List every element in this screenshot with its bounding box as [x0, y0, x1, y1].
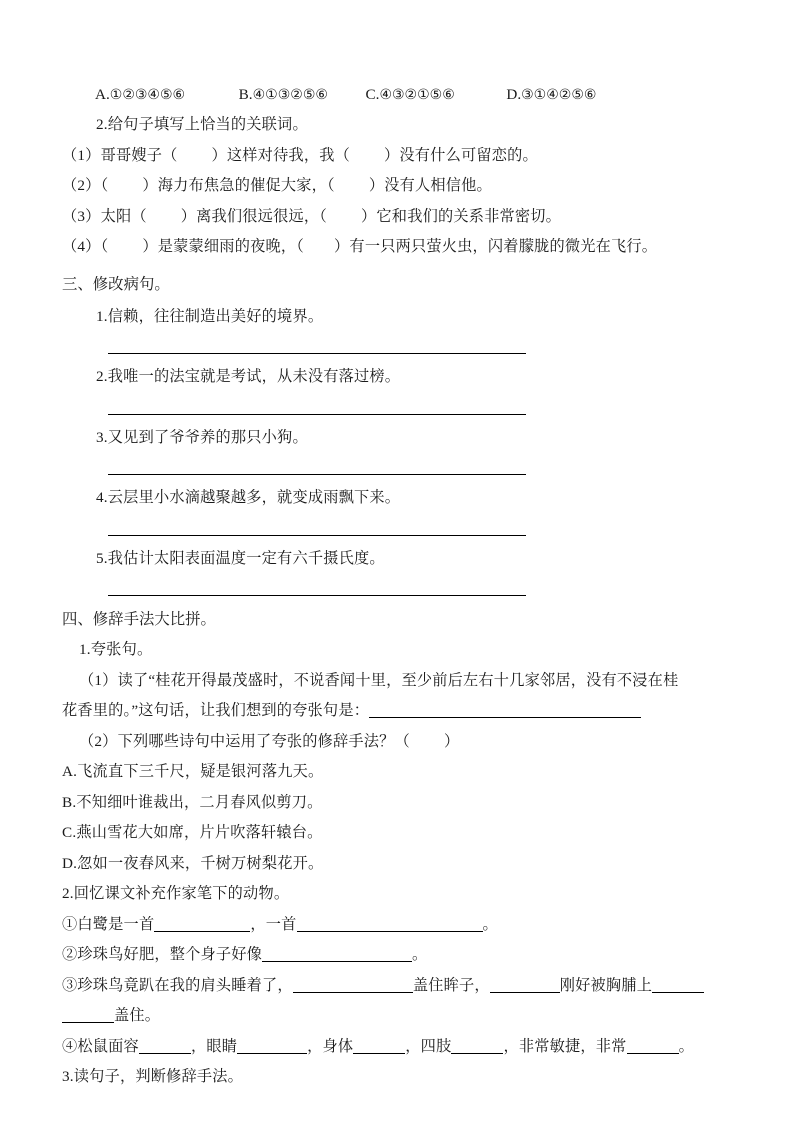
section4-q2-item-4-blank-4[interactable]	[451, 1038, 503, 1054]
q2-item-3	[62, 202, 735, 233]
q1-choices-row	[62, 80, 735, 110]
section3-answer-line-4[interactable]	[62, 514, 735, 544]
section4-q2-item-4-text-e: ，非常敏捷，非常	[503, 1037, 627, 1055]
q1-option-c-label: C.	[365, 86, 380, 103]
section3-item-3: 3.又见到了爷爷养的那只小狗。	[96, 428, 308, 446]
section4-q2-item-4-text-d: ，四肢	[405, 1037, 452, 1055]
q1-option-d-label: D.	[506, 86, 522, 103]
q1-option-d[interactable]	[506, 80, 596, 110]
section4-q2-item-4-blank-5[interactable]	[627, 1038, 679, 1054]
section4-q1-2-stem	[62, 727, 735, 758]
section4-q2-item-3-blank-3[interactable]	[652, 977, 704, 993]
q2-item-4-number: （4）	[62, 238, 101, 255]
q1-option-c-sequence: ④③②①⑤⑥	[379, 87, 455, 103]
q2-item-1	[62, 141, 735, 172]
section4-q2-item-4-text-f: 。	[678, 1037, 694, 1055]
section4-q2-item-3-blank-2[interactable]	[490, 977, 560, 993]
q2-item-4-part3: ）有一只两只萤火虫，闪着朦胧的微光在飞行。	[334, 238, 658, 255]
section3-item-4: 4.云层里小水滴越聚越多，就变成雨飘下来。	[96, 489, 401, 506]
section4-q3-stem: 3.读句子，判断修辞手法。	[62, 1068, 244, 1085]
q2-item-1-part3: ）没有什么可留恋的。	[384, 146, 538, 164]
section4-q2-item-3-number: ③	[62, 976, 78, 994]
section4-q2-item-1-blank-2[interactable]	[297, 916, 483, 932]
q1-option-b[interactable]	[239, 80, 328, 110]
section4-q1-2-stem-suffix: ）	[443, 732, 460, 750]
section4-q2-item-4	[62, 1032, 735, 1063]
q1-option-b-label: B.	[238, 86, 253, 103]
q2-item-2-part2: ）海力布焦急的催促大家，（	[142, 177, 335, 194]
section3-title: 三、修改病句。	[62, 275, 170, 293]
section4-q1-2-option-c[interactable]: C.燕山雪花大如席，片片吹落轩辕台。	[62, 824, 323, 841]
section4-q2-item-1	[62, 910, 735, 941]
section4-q1-1-line2	[62, 696, 735, 727]
section4-q2-item-1-number: ①	[62, 915, 78, 933]
q2-item-3-part1: 太阳（	[100, 207, 147, 225]
section4-q2-item-1-text-a: 白鹭是一首	[77, 915, 155, 933]
section3-item-1: 1.信赖，往往制造出美好的境界。	[96, 307, 324, 325]
section3-answer-line-2[interactable]	[62, 393, 735, 423]
q2-item-1-part2: ）这样对待我，我（	[211, 146, 351, 164]
section4-q2-stem: 2.回忆课文补充作家笔下的动物。	[62, 885, 290, 902]
q1-option-a-sequence: ①②③④⑤⑥	[109, 87, 186, 103]
q1-option-c[interactable]	[366, 80, 455, 110]
section4-title: 四、修辞手法大比拼。	[62, 611, 216, 628]
section4-q1-1-answer-blank[interactable]	[369, 702, 641, 718]
section3-answer-line-3[interactable]	[62, 453, 735, 483]
section4-q2-item-3-text-c: 刚好被胸脯上	[559, 976, 653, 994]
q2-item-2-part1: （	[100, 177, 109, 194]
section3-answer-line-5[interactable]	[62, 574, 735, 604]
section4-q2-item-3	[62, 971, 735, 1002]
section4-q2-item-4-blank-3[interactable]	[353, 1038, 405, 1054]
section4-q2-item-3-blank-4[interactable]	[62, 1007, 114, 1023]
section3-item-5: 5.我估计太阳表面温度一定有六千摄氏度。	[96, 549, 385, 567]
q2-item-1-number: （1）	[62, 146, 101, 164]
section4-q1-1-line2-text: 花香里的。”这句话，让我们想到的夸张句是：	[62, 702, 370, 719]
section4-q1-2-stem-prefix: （2）下列哪些诗句中运用了夸张的修辞手法？（	[79, 732, 410, 750]
section3-answer-line-1[interactable]	[62, 332, 735, 362]
q2-item-2-number: （2）	[62, 177, 101, 194]
section4-q2-item-4-text-a: 松鼠面容	[77, 1037, 139, 1055]
section4-q2-item-2-number: ②	[62, 946, 78, 963]
section4-q2-item-3-text-a: 珍珠鸟竟趴在我的肩头睡着了，	[77, 976, 293, 994]
q2-item-2-part3: ）没有人相信他。	[368, 177, 492, 194]
section4-q2-item-2-blank-1[interactable]	[262, 946, 412, 962]
section4-q2-item-3-blank-1[interactable]	[293, 977, 413, 993]
section4-q2-item-4-text-b: ，眼睛	[190, 1037, 238, 1055]
q2-item-4	[62, 232, 735, 263]
q1-option-a[interactable]	[95, 80, 185, 110]
section4-q2-item-1-text-c: 。	[482, 915, 498, 933]
q2-item-3-part2: ）离我们很远很远，（	[180, 207, 328, 225]
section4-q1-2-option-d[interactable]: D.忽如一夜春风来，千树万树梨花开。	[62, 854, 324, 872]
section4-q2-item-2-text-a: 珍珠鸟好肥，整个身子好像	[77, 946, 263, 963]
section4-q2-item-1-text-b: ，一首	[250, 915, 297, 933]
section4-q2-item-1-blank-1[interactable]	[154, 916, 250, 932]
q2-item-4-part2: ）是蒙蒙细雨的夜晚，（	[142, 238, 305, 255]
section4-q1-stem: 1.夸张句。	[79, 641, 153, 658]
q2-item-1-part1: 哥哥嫂子（	[100, 146, 178, 164]
section4-q2-item-3-cont	[62, 1001, 735, 1032]
section3-item-2: 2.我唯一的法宝就是考试，从未没有落过榜。	[96, 368, 401, 385]
section4-q2-item-3-text-d: 盖住。	[114, 1007, 161, 1024]
q2-stem: 2.给句子填写上恰当的关联词。	[96, 116, 308, 133]
q2-item-2	[62, 171, 735, 202]
q2-item-4-part1: （	[100, 238, 109, 255]
section4-q1-2-option-b[interactable]: B.不知细叶谁裁出，二月春风似剪刀。	[62, 793, 323, 811]
q1-option-b-sequence: ④①③②⑤⑥	[252, 87, 328, 103]
q1-option-a-label: A.	[95, 86, 110, 103]
section4-q1-1-line1: （1）读了“桂花开得最茂盛时，不说香闻十里，至少前后左右十几家邻居，没有不浸在桂	[79, 671, 679, 689]
section4-q2-item-4-blank-1[interactable]	[139, 1038, 191, 1054]
section4-q2-item-4-text-c: ，身体	[307, 1037, 354, 1055]
section4-q2-item-2-text-b: 。	[412, 946, 428, 963]
q1-option-d-sequence: ③①④②⑤⑥	[521, 87, 597, 103]
section4-q2-item-3-text-b: 盖住眸子，	[412, 976, 490, 994]
q2-item-3-number: （3）	[62, 207, 101, 225]
q2-item-3-part3: ）它和我们的关系非常密切。	[361, 207, 562, 225]
section4-q2-item-2	[62, 940, 735, 971]
section4-q2-item-4-number: ④	[62, 1037, 78, 1055]
section4-q2-item-4-blank-2[interactable]	[237, 1038, 307, 1054]
section4-q1-2-option-a[interactable]: A.飞流直下三千尺，疑是银河落九天。	[62, 763, 324, 780]
